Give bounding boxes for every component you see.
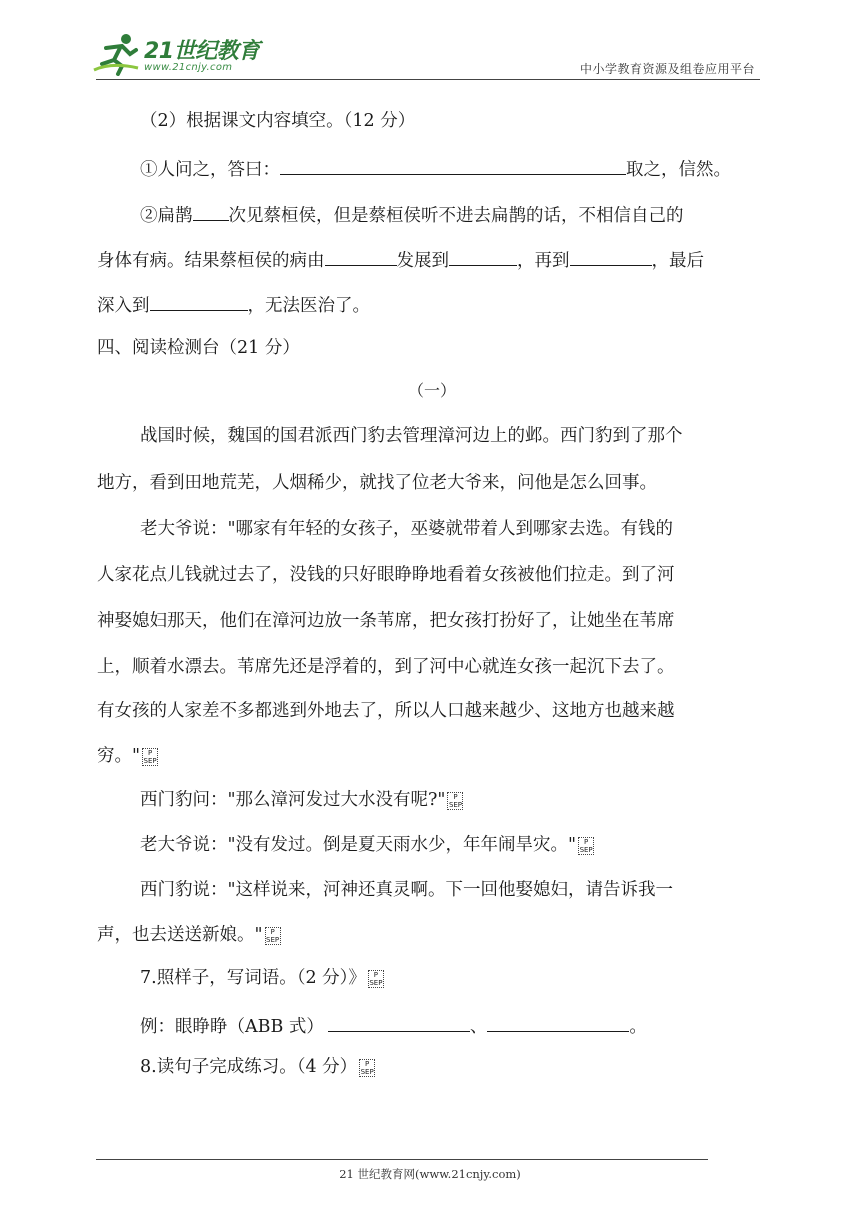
footer-divider [96, 1159, 708, 1160]
sep-label: SEP [448, 801, 463, 809]
passage-line: 老大爷说："哪家有年轻的女孩子，巫婆就带着人到哪家去选。有钱的 [140, 519, 674, 539]
fill-blank[interactable] [193, 202, 229, 221]
fill-blank[interactable] [328, 1013, 470, 1032]
fill-blank[interactable] [487, 1013, 629, 1032]
passage-line: 上，顺着水漂去。苇席先还是浮着的，到了河中心就连女孩一起沉下去了。 [97, 657, 675, 677]
runner-logo-icon [92, 32, 140, 76]
passage-line: 有女孩的人家差不多都逃到外地去了，所以人口越来越少、这地方也越来越 [97, 701, 675, 721]
sep-label: SEP [266, 936, 280, 944]
sep-top: P [453, 793, 458, 801]
question-2-2-line2 [97, 247, 704, 272]
question-2-1 [140, 156, 731, 181]
sep-label: SEP [369, 979, 383, 987]
text-span: 老大爷说："没有发过。倒是夏天雨水少，年年闹旱灾。" [140, 835, 577, 855]
sep-icon [578, 837, 594, 855]
sep-icon [368, 970, 384, 988]
question-2-1-text: ①人问之，答曰： [140, 160, 280, 180]
passage-line: 战国时候，魏国的国君派西门豹去管理漳河边上的邺。西门豹到了那个 [140, 426, 683, 446]
section-4-heading: 四、阅读检测台（21 分） [97, 338, 300, 358]
sep-top: P [365, 1060, 370, 1068]
sep-label: SEP [143, 757, 157, 765]
sep-icon [447, 792, 463, 810]
text-span: 。 [629, 1017, 647, 1037]
fill-blank[interactable] [150, 292, 248, 311]
question-2-2-line3 [97, 292, 370, 317]
sep-icon [142, 748, 158, 766]
fill-blank[interactable] [449, 247, 517, 266]
text-span: 发展到 [396, 251, 449, 271]
question-2-2-text: ②扁鹊 [140, 206, 193, 226]
sep-label: SEP [579, 846, 593, 854]
question-2-2-rest: 次见蔡桓侯，但是蔡桓侯听不进去扁鹊的话，不相信自己的 [228, 206, 684, 226]
text-span: 8.读句子完成练习。（4 分） [140, 1057, 358, 1077]
fill-blank[interactable] [570, 247, 652, 266]
sep-top: P [373, 971, 379, 979]
text-span: 例：眼睁睁（ABB 式） [140, 1017, 324, 1037]
sep-icon [359, 1059, 375, 1077]
passage-line: 西门豹说："这样说来，河神还真灵啊。下一回他娶媳妇，请告诉我一 [140, 880, 674, 900]
header-divider [96, 79, 760, 80]
text-span: ，最后 [651, 251, 704, 271]
text-span: 声，也去送送新娘。" [97, 925, 263, 945]
page-header [0, 0, 860, 90]
fill-blank[interactable] [325, 247, 397, 266]
text-span: 7.照样子，写词语。（2 分）》 [140, 968, 366, 988]
question-7-example [140, 1013, 647, 1038]
sep-label: SEP [360, 1068, 374, 1076]
question-2-2 [140, 202, 684, 227]
passage-line [97, 745, 158, 767]
platform-title: 中小学教育资源及组卷应用平台 [579, 62, 755, 76]
text-span: 穷。" [97, 746, 141, 766]
passage-line: 人家花点儿钱就过去了，没钱的只好眼睁睁地看着女孩被他们拉走。到了河 [97, 565, 675, 585]
text-span: 、 [469, 1017, 488, 1037]
logo-text: 21世纪教育 [144, 39, 260, 64]
text-span: ，无法医治了。 [247, 296, 370, 316]
text-span: 西门豹问："那么漳河发过大水没有呢?" [140, 790, 446, 810]
passage-line [140, 834, 594, 856]
text-span: 身体有病。结果蔡桓侯的病由 [97, 251, 325, 271]
text-span: 深入到 [97, 296, 150, 316]
sep-top: P [583, 838, 589, 846]
text-span: ，再到 [517, 251, 570, 271]
question-2-title: （2）根据课文内容填空。（12 分） [140, 111, 416, 131]
page-footer: 21 世纪教育网(www.21cnjy.com) [339, 1167, 521, 1181]
sep-top: P [147, 749, 153, 757]
question-2-1-end: 取之，信然。 [626, 160, 731, 180]
passage-line [97, 924, 281, 946]
question-8-title [140, 1056, 375, 1078]
question-7-title [140, 967, 384, 989]
passage-line: 地方，看到田地荒芜，人烟稀少，就找了位老大爷来，问他是怎么回事。 [97, 473, 657, 493]
passage-1-heading: （一） [408, 381, 457, 400]
logo-url: www.21cnjy.com [144, 62, 233, 73]
sep-icon [265, 927, 281, 945]
sep-top: P [270, 928, 275, 936]
logo [92, 32, 262, 80]
passage-line: 神娶媳妇那天，他们在漳河边放一条苇席，把女孩打扮好了，让她坐在苇席 [97, 611, 675, 631]
passage-line [140, 789, 463, 811]
fill-blank[interactable] [280, 156, 626, 175]
